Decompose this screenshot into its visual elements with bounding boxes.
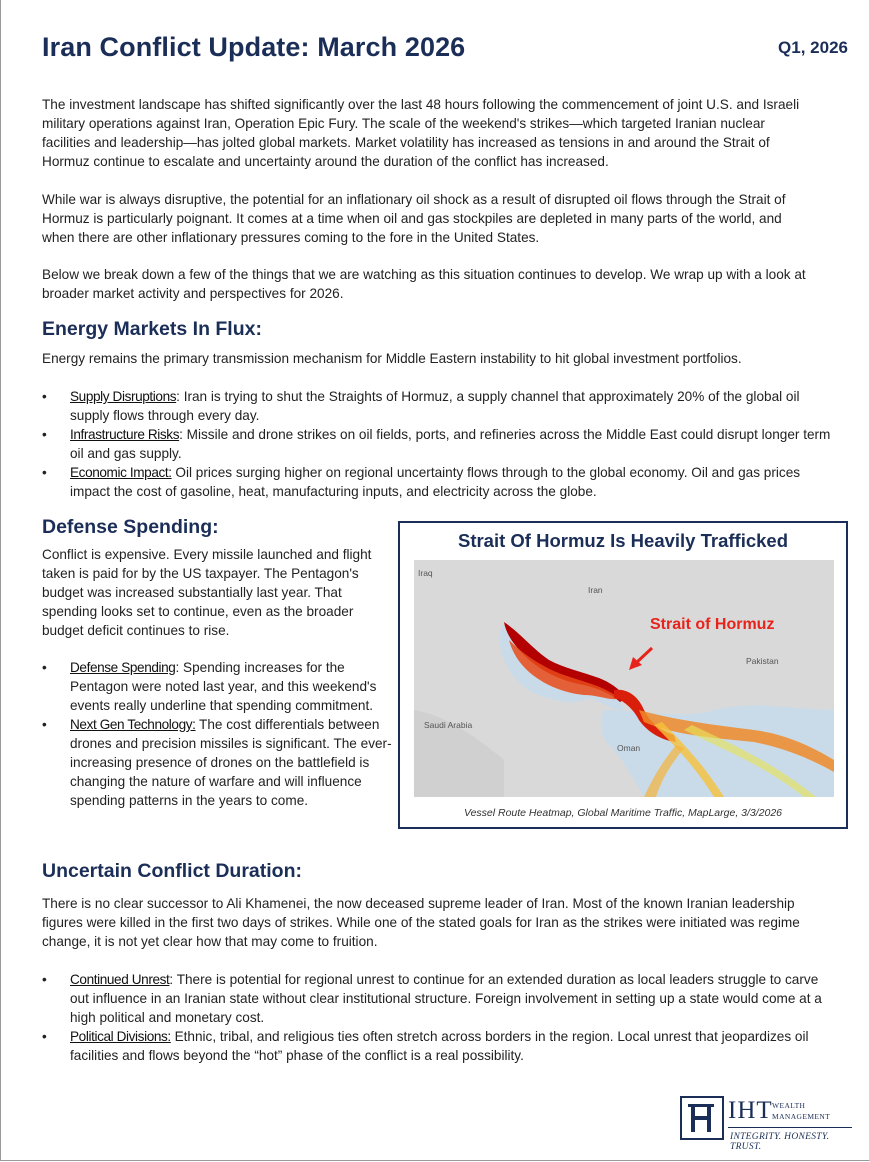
list-item xyxy=(42,715,394,810)
iht-logo xyxy=(680,1094,855,1152)
bullet-text: Ethnic, tribal, and religious ties often stretch across borders in the region. Local unrest that jeopardizes oil facilities and flows beyond the “hot” phase of the conflict is a real possibility. xyxy=(70,1029,809,1063)
page-title: Iran Conflict Update: March 2026 xyxy=(42,32,466,62)
conflict-intro: There is no clear successor to Ali Khamenei, the now deceased supreme leader of Iran. Most of the known Iranian leadership figures were killed in the first two days of strikes. While one of the stated goals for Iran as the strikes were initiated was regime change, it is not yet clear how that may come to fruition. xyxy=(42,896,800,949)
energy-intro: Energy remains the primary transmission mechanism for Middle Eastern instability to hit global investment portfolios. xyxy=(42,351,742,366)
intro-paragraph-2: While war is always disruptive, the potential for an inflationary oil shock as a result of disrupted oil flows through the Strait of Hormuz is particularly poignant. It comes at a time when oil and gas stockpiles are depleted in many parts of the world, and when there are other inflationary pressures coming to the fore in the United States. xyxy=(42,192,786,245)
label-iran: Iran xyxy=(588,585,603,595)
vessel-heatmap xyxy=(414,560,834,797)
hormuz-figure xyxy=(398,521,848,829)
energy-bullet-list xyxy=(42,387,832,501)
bullet-text: Oil prices surging higher on regional uncertainty flows through to the global economy. Oil and gas prices impact the cost of gasoline, heat, manufacturing inputs, and electricity across the globe. xyxy=(70,465,801,499)
bullet-text: : Iran is trying to shut the Straights of Hormuz, a supply channel that approximately 20% of the global oil supply flows through every day. xyxy=(70,389,800,423)
logo-wordmark: IHT xyxy=(728,1097,773,1124)
bullet-text: : Missile and drone strikes on oil fields, ports, and refineries across the Middle East could disrupt longer term oil and gas supply. xyxy=(70,427,831,461)
defense-heading: Defense Spending: xyxy=(42,516,219,538)
list-item xyxy=(42,1027,832,1065)
bullet-icon: • xyxy=(42,1029,47,1044)
intro-paragraph-3: Below we break down a few of the things that we are watching as this situation continues to develop. We wrap up with a look at broader market activity and perspectives for 2026. xyxy=(42,267,806,301)
label-iraq: Iraq xyxy=(418,568,433,578)
strait-annotation: Strait of Hormuz xyxy=(650,616,775,633)
bullet-label: Economic Impact: xyxy=(70,465,172,480)
bullet-label: Political Divisions: xyxy=(70,1029,171,1044)
bullet-text: The cost differentials between drones and precision missiles is significant. The ever-increasing presence of drones on the battlefield is changing the nature of warfare and will influence spending patterns in the years to come. xyxy=(70,717,392,808)
intro-paragraph-1: The investment landscape has shifted significantly over the last 48 hours following the commencement of joint U.S. and Israeli military operations against Iran, Operation Epic Fury. The scale of the weekend's strikes—which targeted Iranian nuclear facilities and leadership—has jolted global markets. Market volatility has increased as tensions in and around the Strait of Hormuz continue to escalate and uncertainty around the duration of the conflict has increased. xyxy=(42,97,800,169)
logo-management: MANAGEMENT xyxy=(772,1112,831,1121)
bullet-text: : There is potential for regional unrest to continue for an extended duration as local leaders struggle to carve out influence in an Iranian state without clear institutional structure. Foreign involvement in setting up a state would come at a high political and monetary cost. xyxy=(70,972,822,1025)
bullet-text: : Spending increases for the Pentagon were noted last year, and this weekend's events really underline that spending commitment. xyxy=(70,660,377,713)
figure-caption: Vessel Route Heatmap, Global Maritime Traffic, MapLarge, 3/3/2026 xyxy=(463,807,783,819)
bullet-icon: • xyxy=(42,465,47,480)
logo-wealth: WEALTH xyxy=(772,1101,806,1110)
energy-heading: Energy Markets In Flux: xyxy=(42,318,262,340)
bullet-icon: • xyxy=(42,389,47,404)
conflict-heading: Uncertain Conflict Duration: xyxy=(42,860,303,882)
quarter-label: Q1, 2026 xyxy=(778,38,848,57)
bullet-icon: • xyxy=(42,427,47,442)
logo-divider xyxy=(728,1127,852,1128)
list-item xyxy=(42,425,832,463)
bullet-icon: • xyxy=(42,972,47,987)
list-item xyxy=(42,387,832,425)
label-pakistan: Pakistan xyxy=(746,656,779,666)
label-saudi-arabia: Saudi Arabia xyxy=(424,720,473,730)
list-item xyxy=(42,463,832,501)
bullet-icon: • xyxy=(42,660,47,675)
defense-bullet-list xyxy=(42,658,394,810)
list-item xyxy=(42,970,832,1027)
bullet-label: Defense Spending xyxy=(70,660,176,675)
bullet-label: Infrastructure Risks xyxy=(70,427,180,442)
bullet-icon: • xyxy=(42,717,47,732)
iht-monogram-icon xyxy=(680,1096,724,1140)
defense-intro: Conflict is expensive. Every missile launched and flight taken is paid for by the US taxpayer. The Pentagon's budget was increased substantially last year. That spending looks set to continue, even as the broader budget deficit continues to rise. xyxy=(42,547,372,638)
bullet-label: Next Gen Technology: xyxy=(70,717,196,732)
figure-title: Strait Of Hormuz Is Heavily Trafficked xyxy=(457,530,789,551)
list-item xyxy=(42,658,394,715)
label-oman: Oman xyxy=(617,743,641,753)
bullet-label: Supply Disruptions xyxy=(70,389,177,404)
bullet-label: Continued Unrest xyxy=(70,972,170,987)
conflict-bullet-list xyxy=(42,970,832,1065)
logo-tagline: INTEGRITY. HONESTY. TRUST. xyxy=(730,1132,830,1152)
